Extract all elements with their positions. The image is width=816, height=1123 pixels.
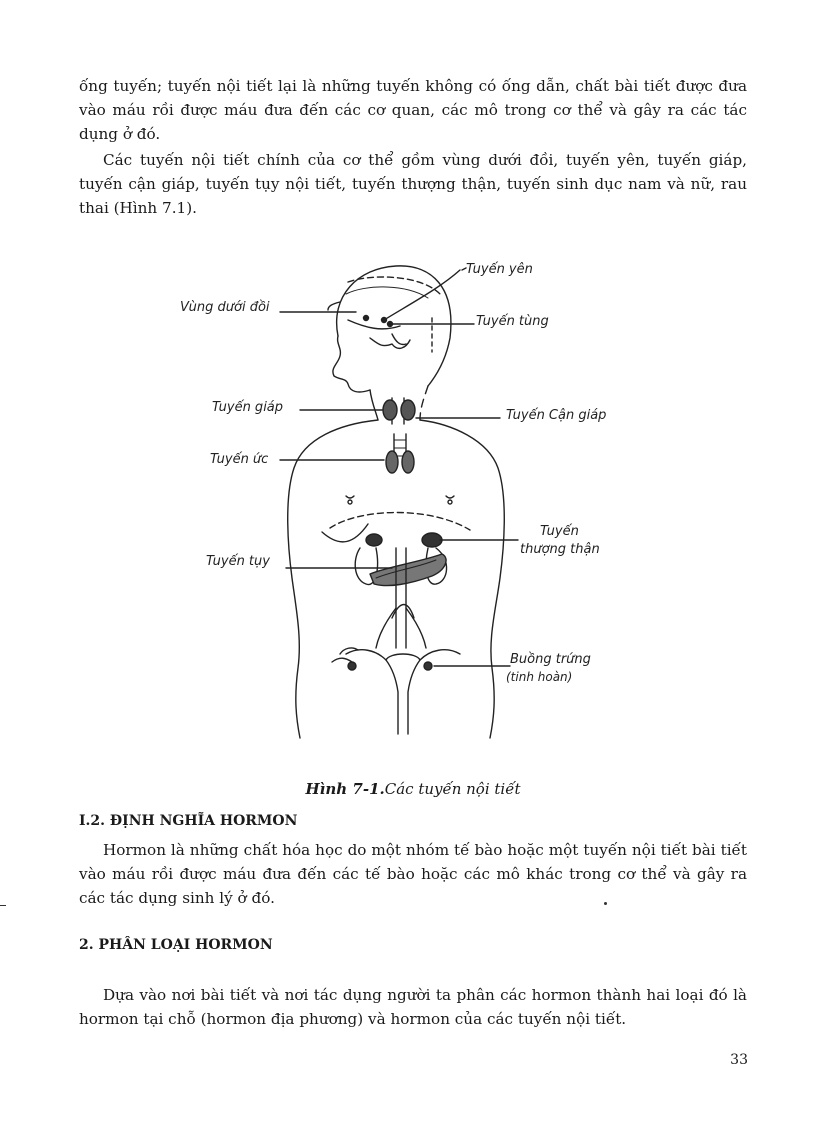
label-tuyen-tung: Tuyến tùng xyxy=(476,314,549,329)
endocrine-figure xyxy=(170,248,640,748)
page-number: 33 xyxy=(730,1052,748,1068)
section-1-2-paragraph: Hormon là những chất hóa học do một nhóm tế bào hoặc một tuyến nội tiết bài tiết vào máu rồi được máu đưa đến các tế bào hoặc các mô khác trong cơ thể và gây ra các tác dụng sinh lý ở đó. xyxy=(79,841,747,907)
scan-mark xyxy=(0,905,6,906)
glands-paragraph: Các tuyến nội tiết chính của cơ thể gồm vùng dưới đồi, tuyến yên, tuyến giáp, tuyến cận giáp, tuyến tụy nội tiết, tuyến thượng thận, tuyến sinh dục nam và nữ, rau thai (Hình 7.1). xyxy=(79,151,747,217)
figure-caption xyxy=(79,780,747,798)
section-2-paragraph: Dựa vào nơi bài tiết và nơi tác dụng người ta phân các hormon thành hai loại đó là hormon tại chỗ (hormon địa phương) và hormon của các tuyến nội tiết. xyxy=(79,986,747,1028)
scan-dot xyxy=(604,902,607,905)
intro-paragraph: ống tuyến; tuyến nội tiết lại là những tuyến không có ống dẫn, chất bài tiết được đưa vào máu rồi được máu đưa đến các cơ quan, các mô trong cơ thể và gây ra các tác dụng ở đó. xyxy=(79,77,747,143)
label-buong-trung-line2: (tinh hoàn) xyxy=(506,670,573,684)
label-tuyen-yen: Tuyến yên xyxy=(466,262,533,277)
label-tuyen-can-giap: Tuyến Cận giáp xyxy=(506,408,607,423)
label-vung-duoi-doi: Vùng dưới đồi xyxy=(180,300,270,315)
label-tuyen-uc: Tuyến ức xyxy=(210,452,269,467)
caption-text: Các tuyến nội tiết xyxy=(384,780,521,798)
label-buong-trung-line1: Buồng trứng xyxy=(510,652,591,667)
caption-prefix: Hình 7-1. xyxy=(305,780,385,798)
section-1-2-heading: I.2. ĐỊNH NGHĨA HORMON xyxy=(79,813,298,829)
label-tuyen-thuong-than-line1: Tuyến xyxy=(540,524,579,539)
section-2-heading: 2. PHÂN LOẠI HORMON xyxy=(79,937,273,953)
label-tuyen-tuy: Tuyến tụy xyxy=(206,554,270,569)
label-tuyen-thuong-than-line2: thượng thận xyxy=(520,542,600,557)
label-tuyen-giap: Tuyến giáp xyxy=(212,400,284,415)
